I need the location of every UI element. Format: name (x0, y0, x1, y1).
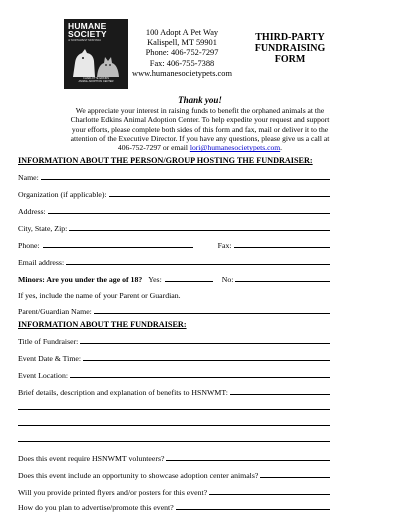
intro-line3: your efforts, please complete both sides of this form and fax, mail or deliver it to the (71, 124, 329, 134)
section-heading-fundraiser-info: INFORMATION ABOUT THE FUNDRAISER: (18, 320, 187, 329)
event-datetime-row (18, 353, 330, 364)
organization-row (18, 189, 330, 200)
logo-footer (70, 77, 122, 83)
address-label: Address: (18, 207, 46, 216)
showcase-label: Does this event include an opportunity to showcase adoption center animals? (18, 471, 259, 480)
city-state-zip-field[interactable] (69, 223, 330, 231)
fax-field[interactable] (234, 240, 330, 248)
name-field[interactable] (41, 172, 330, 180)
address-fax: Fax: 406-755-7388 (149, 58, 215, 68)
guardian-field[interactable] (94, 306, 330, 314)
advertise-row (18, 502, 330, 513)
guardian-instruction: If yes, include the name of your Parent or Guardian. (18, 291, 181, 300)
details-field[interactable] (230, 387, 330, 395)
address-website: www.humanesocietypets.com (132, 68, 232, 78)
volunteers-label: Does this event require HSNWMT volunteers? (18, 454, 165, 463)
phone-label: Phone: (18, 241, 40, 250)
no-label: No: (221, 275, 234, 284)
humane-society-logo (64, 19, 128, 89)
fundraiser-title-label: Title of Fundraiser: (18, 337, 79, 346)
showcase-row (18, 470, 330, 481)
intro-period: . (280, 143, 283, 153)
flyers-label: Will you provide printed flyers and/or posters for this event? (18, 488, 208, 497)
fundraiser-title-row (18, 336, 330, 347)
intro-line4: attention of the Executive Director. If you have any questions, please give us a call at (70, 133, 330, 143)
form-title-line2: FUNDRAISING (254, 43, 326, 54)
dog-and-cat-silhouette-icon (67, 43, 125, 77)
details-row (18, 387, 330, 398)
thank-you-heading: Thank you! (178, 95, 222, 105)
details-line-4[interactable] (18, 441, 330, 442)
fax-label: Fax: (217, 241, 232, 250)
intro-line2: Charlotte Edkins Animal Adoption Center. To help expedite your request and support (70, 115, 330, 125)
volunteers-row (18, 453, 330, 464)
email-label: Email address: (18, 258, 65, 267)
name-row (18, 172, 330, 183)
email-row (18, 257, 330, 268)
event-location-row (18, 370, 330, 381)
address-city: Kalispell, MT 59901 (147, 38, 217, 48)
logo-subtitle: of NORTHWEST MONTANA (68, 39, 101, 42)
address-row (18, 206, 330, 217)
address-street: 100 Adopt A Pet Way (145, 28, 219, 37)
details-line-2[interactable] (18, 409, 330, 410)
guardian-label: Parent/Guardian Name: (18, 307, 92, 316)
flyers-row (18, 487, 330, 498)
guardian-row (18, 306, 330, 317)
minors-row (18, 274, 330, 285)
address-phone: Phone: 406-752-7297 (145, 48, 219, 58)
volunteers-field[interactable] (166, 453, 330, 461)
details-line-3[interactable] (18, 425, 330, 426)
logo-title-line1: HUMANE (68, 21, 107, 31)
logo-title-line2: SOCIETY (68, 29, 107, 39)
address-field[interactable] (48, 206, 330, 214)
event-location-label: Event Location: (18, 371, 69, 380)
organization-field[interactable] (109, 189, 330, 197)
city-state-zip-row (18, 223, 330, 234)
flyers-field[interactable] (209, 487, 330, 495)
organization-label: Organization (if applicable): (18, 190, 107, 199)
event-datetime-field[interactable] (83, 353, 330, 361)
organization-address (128, 28, 236, 79)
phone-fax-row (18, 240, 330, 251)
intro-line1: We appreciate your interest in raising funds to benefit the orphaned animals at the (75, 106, 325, 115)
form-title-line1: THIRD-PARTY (255, 32, 325, 43)
city-state-zip-label: City, State, Zip: (18, 224, 68, 233)
fundraiser-title-field[interactable] (80, 336, 330, 344)
showcase-field[interactable] (260, 470, 330, 478)
intro-line5 (40, 143, 360, 152)
logo-footer-line2: ANIMAL ADOPTION CENTER (78, 80, 114, 83)
email-field[interactable] (66, 257, 330, 265)
form-title-line3: FORM (274, 54, 306, 65)
advertise-field[interactable] (176, 502, 330, 510)
intro-paragraph (40, 106, 360, 152)
phone-field[interactable] (43, 240, 193, 248)
advertise-label: How do you plan to advertise/promote this event? (18, 503, 174, 512)
name-label: Name: (18, 173, 39, 182)
section-heading-host-info: INFORMATION ABOUT THE PERSON/GROUP HOSTING THE FUNDRAISER: (18, 156, 313, 165)
event-location-field[interactable] (70, 370, 330, 378)
no-field[interactable] (235, 274, 330, 282)
email-link[interactable]: lori@humanesocietypets.com (189, 143, 281, 153)
details-label: Brief details, description and explanation of benefits to HSNWMT: (18, 388, 228, 397)
intro-phone-text: 406-752-7297 or email (117, 143, 188, 153)
minors-label: Minors: Are you under the age of 18? (18, 275, 143, 284)
logo-footer-line1: CHARLOTTE EDKINS (82, 77, 110, 80)
event-datetime-label: Event Date & Time: (18, 354, 82, 363)
form-title (250, 32, 330, 65)
yes-label: Yes: (148, 275, 162, 284)
yes-field[interactable] (165, 274, 213, 282)
